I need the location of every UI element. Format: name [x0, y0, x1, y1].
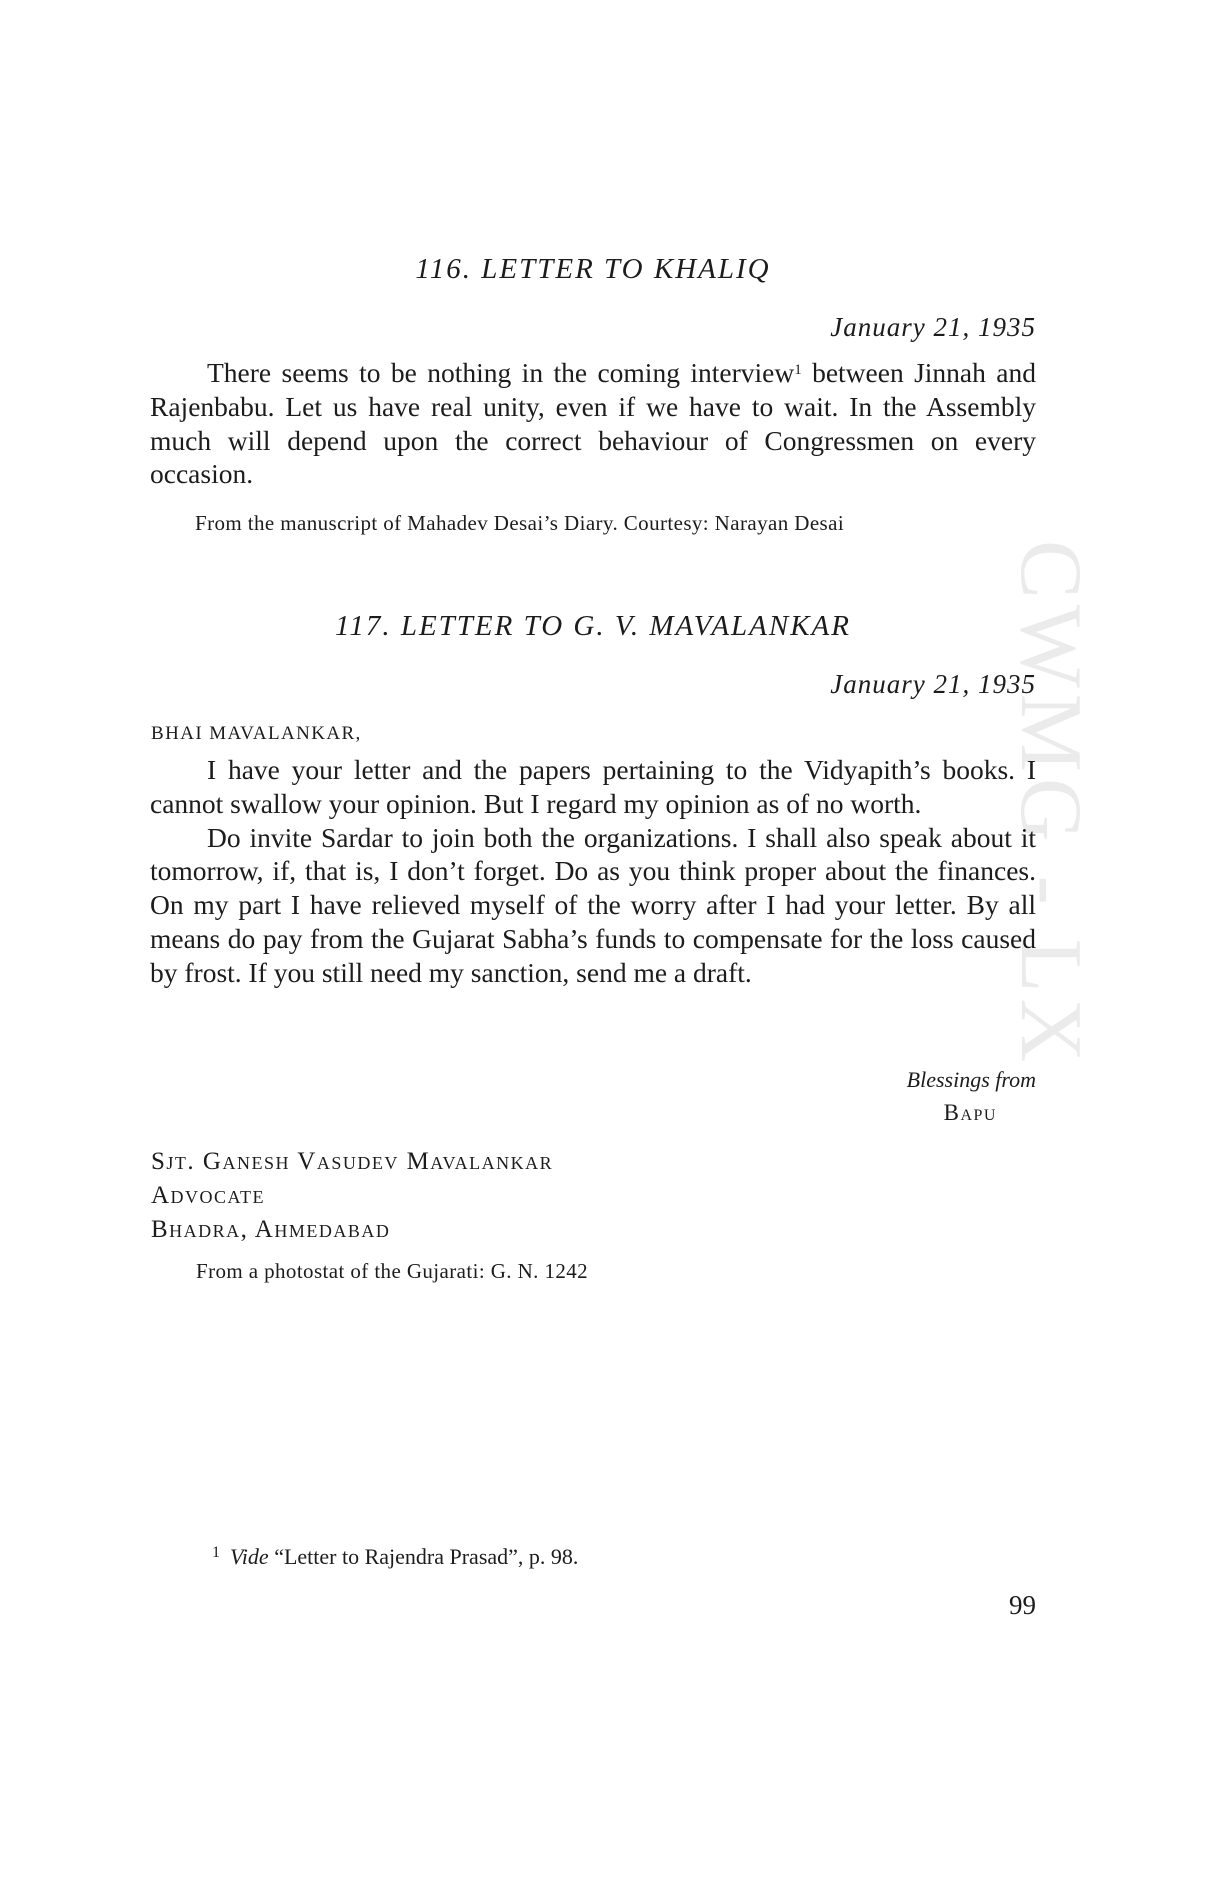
letter-117-date: January 21, 1935: [830, 669, 1036, 699]
salutation: BHAI MAVALANKAR,: [151, 723, 362, 744]
letter-117-paragraph-1: I have your letter and the papers pertaining to the Vidyapith’s books. I cannot swallow your opinion. But I regard my opinion as of no worth.: [150, 754, 1036, 819]
closing-blessings: Blessings from: [906, 1067, 1036, 1092]
letter-117-heading: 117. LETTER TO G. V. MAVALANKAR: [334, 610, 851, 642]
signature: Bapu: [943, 1100, 997, 1125]
letter-116-text-part-1: There seems to be nothing in the coming interview: [207, 357, 795, 388]
letter-116-text-part-2: between Jinnah and Rajenbabu. Let us have real unity, even if we have to wait. In the Assembly much will depend upon the correct behaviour of Congressmen on every occasion.: [150, 357, 1036, 490]
letter-117-body: [150, 753, 1036, 990]
letter-116-paragraph: [150, 356, 1036, 491]
address-line-name: Sjt. Ganesh Vasudev Mavalankar: [151, 1148, 554, 1175]
letter-116-date: January 21, 1935: [830, 312, 1036, 342]
watermark: CWMG - LX: [1002, 540, 1099, 1069]
footnote: [212, 1544, 578, 1570]
letter-117-source: From a photostat of the Gujarati: G. N. 1242: [196, 1259, 589, 1283]
address-line-title: Advocate: [151, 1182, 266, 1209]
footnote-vide: Vide: [230, 1544, 269, 1569]
letter-116-heading: 116. LETTER TO KHALIQ: [415, 253, 771, 285]
letter-116-body: [150, 356, 1036, 491]
address-line-place: Bhadra, Ahmedabad: [151, 1216, 391, 1243]
letter-116-source: From the manuscript of Mahadev Desai’s Diary. Courtesy: Narayan Desai: [195, 511, 845, 535]
footnote-marker: 1: [212, 1544, 220, 1561]
footnote-text: “Letter to Rajendra Prasad”, p. 98.: [268, 1544, 579, 1569]
footnote-reference: 1: [794, 362, 802, 378]
recipient-address: [151, 1145, 553, 1247]
page-number: 99: [1009, 1590, 1036, 1620]
letter-117-paragraph-2: Do invite Sardar to join both the organizations. I shall also speak about it tomorrow, if, that is, I don’t forget. Do as you think proper about the finances. On my part I have relieved myself of the worry after I had your letter. By all means do pay from the Gujarat Sabha’s funds to compensate for the loss caused by frost. If you still need my sanction, send me a draft.: [150, 821, 1036, 988]
